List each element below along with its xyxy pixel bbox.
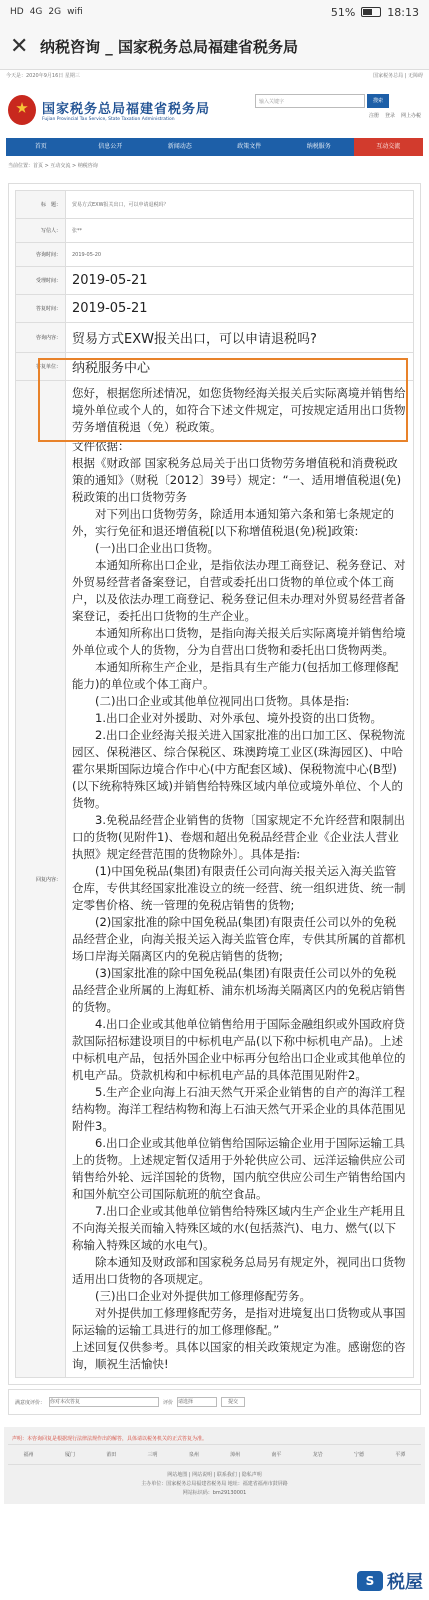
writer-label: 写信人： xyxy=(16,219,66,243)
status-left xyxy=(10,7,83,17)
answer-para: 上述回复仅供参考。具体以国家的相关政策规定为准。感谢您的咨询，顺祝生活愉快! xyxy=(72,1340,406,1371)
accept-time-label: 受理时间： xyxy=(16,267,66,295)
main-nav xyxy=(6,138,423,156)
watermark-text: 税屋 xyxy=(387,1572,423,1593)
login-link[interactable]: 登录 xyxy=(384,113,395,119)
answer-para: 本通知所称出口货物，是指向海关报关后实际离境并销售给境外单位或个人的货物，分为自营出口货物和委托出口货物两类。 xyxy=(72,626,406,657)
city-link[interactable]: 平潭 xyxy=(395,1452,406,1458)
table-row xyxy=(16,191,414,219)
header-links xyxy=(369,112,421,119)
nav-home[interactable]: 首页 xyxy=(34,143,47,150)
brand-cn: 国家税务总局福建省税务局 xyxy=(42,102,211,117)
reply-unit-label: 答复单位： xyxy=(16,353,66,381)
content-label: 咨询内容： xyxy=(16,323,66,353)
answer-para: (2)国家批准的除中国免税品(集团)有限责任公司以外的免税品经营企业，向海关报关运入海关监管仓库，专供其所属的首都机场口岸海关隔离区内的免税店销售的货物; xyxy=(72,915,406,963)
answer-para: 您好，根据您所述情况，如您货物经海关报关后实际离境并销售给境外单位或个人的，如符合下述文件规定，可按规定适用出口货物劳务增值税退（免）税政策。 xyxy=(72,386,406,434)
title-label: 标 题： xyxy=(16,191,66,219)
answer-para: 除本通知及财政部和国家税务总局另有规定外，视同出口货物适用出口货物的各项规定。 xyxy=(72,1255,406,1286)
rating-select[interactable]: 请选择 xyxy=(177,1397,217,1407)
table-row xyxy=(16,219,414,243)
browser-toolbar xyxy=(0,24,429,70)
nav-info[interactable]: 信息公开 xyxy=(98,143,123,150)
site-header xyxy=(4,82,425,138)
answer-para: 本通知所称出口企业，是指依法办理工商登记、税务登记、对外贸易经营者备案登记，自营或委托出口货物的单位或个体工商户，以及依法办理工商登记、税务登记但未办理对外贸易经营者备案登记，委托出口货物的生产企业。 xyxy=(72,558,406,623)
breadcrumb: 当前位置：首页 > 互动交流 > 纳税咨询 xyxy=(8,163,98,169)
search-button[interactable]: 搜索 xyxy=(367,94,389,108)
city-link[interactable]: 泉州 xyxy=(188,1452,199,1458)
answer-para: 6.出口企业或其他单位销售给国际运输企业用于国际运输工具上的货物。上述规定暂仅适用于外轮供应公司、远洋运输供应公司销售给外轮、远洋国轮的货物，国内航空供应公司生产销售给国内和国外航空公司国际航班的航空食品。 xyxy=(72,1136,406,1201)
answer-para: (1)中国免税品(集团)有限责任公司向海关报关运入海关监管仓库，专供其经国家批准设立的统一经营、统一组织进货、统一制定零售价格、统一管理的免税店销售的货物; xyxy=(72,864,406,912)
register-link[interactable]: 注册 xyxy=(368,113,379,119)
answer-para: 5.生产企业向海上石油天然气开采企业销售的自产的海洋工程结构物。海洋工程结构物和海上石油天然气开采企业的具体范围见附件3。 xyxy=(72,1085,406,1133)
battery-percent: 51% xyxy=(330,5,356,19)
table-row xyxy=(16,243,414,267)
answer-content xyxy=(66,381,414,1378)
hd-icon: HD xyxy=(10,7,24,17)
footer-line: 主办单位：国家税务总局福建省税务局 地址：福建省福州市鼓屏路 xyxy=(141,1481,288,1487)
consult-time-value: 2019-05-20 xyxy=(66,243,414,267)
answer-para: 对外提供加工修理修配劳务，是指对进境复出口货物或从事国际运输的运输工具进行的加工修理修配。” xyxy=(72,1306,406,1337)
consult-time-label: 咨询时间： xyxy=(16,243,66,267)
city-links xyxy=(8,1444,421,1465)
nav-news[interactable]: 新闻动态 xyxy=(167,143,192,150)
answer-para: 本通知所称生产企业，是指具有生产能力(包括加工修理修配能力)的单位或个体工商户。 xyxy=(72,660,399,691)
close-icon[interactable]: ✕ xyxy=(10,34,29,59)
city-link[interactable]: 龙岩 xyxy=(312,1452,323,1458)
top-line xyxy=(4,70,425,82)
answer-para: 根据《财政部 国家税务总局关于出口货物劳务增值税和消费税政策的通知》（财税〔2012〕39号）规定：“一、适用增值税退(免)税政策的出口货物劳务 xyxy=(72,456,402,504)
signal-2g-icon: 2G xyxy=(48,7,62,17)
reply-unit-value: 纳税服务中心 xyxy=(66,353,414,381)
emblem-icon xyxy=(8,95,36,125)
nav-service[interactable]: 纳税服务 xyxy=(306,143,331,150)
answer-para: (3)国家批准的除中国免税品(集团)有限责任公司以外的免税品经营企业所属的上海虹桥、浦东机场海关隔离区内的免税店销售的货物。 xyxy=(72,966,406,1014)
footer xyxy=(4,1427,425,1504)
wifi-icon: wifi xyxy=(67,7,83,17)
online-tax-link[interactable]: 网上办税 xyxy=(400,113,421,119)
city-link[interactable]: 漳州 xyxy=(230,1452,241,1458)
city-link[interactable]: 宁德 xyxy=(354,1452,365,1458)
nav-interaction[interactable]: 互动交流 xyxy=(354,138,424,156)
rating-eval-label: 评价 xyxy=(163,1399,174,1406)
rating-input[interactable]: 你对本次答复 xyxy=(49,1397,159,1407)
answer-para: 对下列出口货物劳务，除适用本通知第六条和第七条规定的外，实行免征和退还增值税[以下称增值税退(免)税]政策: xyxy=(72,507,394,538)
title-value: 贸易方式EXW报关出口，可以申请退税吗？ xyxy=(66,191,414,219)
browser-title: 纳税咨询 _ 国家税务总局福建省税务局 xyxy=(40,38,298,56)
clock: 18:13 xyxy=(387,5,419,19)
date-text: 今天是：2020年9月16日 星期三 xyxy=(6,73,80,79)
website xyxy=(0,70,429,1504)
city-link[interactable]: 南平 xyxy=(271,1452,282,1458)
answer-para: (一)出口企业出口货物。 xyxy=(72,541,219,555)
rating-bar xyxy=(8,1389,421,1415)
answer-para: 7.出口企业或其他单位销售给特殊区域内生产企业生产耗用且不向海关报关而输入特殊区域的水(包括蒸汽)、电力、燃气(以下称输入特殊区域的水电气)。 xyxy=(72,1204,405,1252)
answer-para: 文件依据： xyxy=(72,439,130,453)
brand-en: Fujian Provincial Tax Service, State Taxation Administration xyxy=(42,117,175,122)
city-link[interactable]: 莆田 xyxy=(106,1452,117,1458)
answer-para: 4.出口企业或其他单位销售给用于国际金融组织或外国政府贷款国际招标建设项目的中标机电产品(以下称中标机电产品)。上述中标机电产品，包括外国企业中标再分包给出口企业或其他单位的机电产品。贷款机构和中标机电产品的具体范围见附件2。 xyxy=(72,1017,406,1082)
answer-para: 3.免税品经营企业销售的货物〔国家规定不允许经营和限制出口的货物(见附件1)、卷烟和超出免税品经营企业《企业法人营业执照》规定经营范围的货物除外〕。具体是指: xyxy=(72,813,405,861)
rating-label: 满意度评价： xyxy=(15,1399,46,1406)
watermark-logo xyxy=(357,1568,423,1594)
content-value: 贸易方式EXW报关出口，可以申请退税吗? xyxy=(66,323,414,353)
highlight-box xyxy=(38,358,408,442)
nav-policy[interactable]: 政策文件 xyxy=(237,143,262,150)
city-link[interactable]: 厦门 xyxy=(64,1452,75,1458)
writer-value: 张** xyxy=(66,219,414,243)
answer-para: 1.出口企业对外援助、对外承包、境外投资的出口货物。 xyxy=(72,711,382,725)
table-row xyxy=(16,381,414,1378)
answer-label: 回复内容： xyxy=(16,381,66,1378)
rating-submit-button[interactable]: 提交 xyxy=(221,1397,245,1407)
status-bar xyxy=(0,0,429,24)
answer-para: (二)出口企业或其他单位视同出口货物。具体是指: xyxy=(72,694,350,708)
table-row xyxy=(16,295,414,323)
answer-para: (三)出口企业对外提供加工修理修配劳务。 xyxy=(72,1289,311,1303)
search-input[interactable]: 输入关键字 xyxy=(255,94,365,108)
table-row xyxy=(16,267,414,295)
city-link[interactable]: 福州 xyxy=(23,1452,34,1458)
top-links[interactable]: 国家税务总局 | 无障碍 xyxy=(373,73,423,79)
s-logo-icon: S xyxy=(357,1571,383,1591)
footer-line: 网站标识码：bm29130001 xyxy=(182,1490,247,1496)
reply-time-value: 2019-05-21 xyxy=(66,295,414,323)
battery-icon xyxy=(361,7,381,17)
status-right xyxy=(331,6,419,19)
signal-4g-icon: 4G xyxy=(29,7,43,17)
brand xyxy=(42,98,210,122)
copyright xyxy=(8,1465,421,1498)
city-link[interactable]: 三明 xyxy=(147,1452,158,1458)
reply-time-label: 答复时间： xyxy=(16,295,66,323)
table-row xyxy=(16,323,414,353)
footer-line[interactable]: 网站地图 | 网站说明 | 联系我们 | 隐私声明 xyxy=(167,1472,262,1478)
answer-para: 2.出口企业经海关报关进入国家批准的出口加工区、保税物流园区、保税港区、综合保税区、珠澳跨境工业区(珠海园区)、中哈霍尔果斯国际边境合作中心(中方配套区域)、保税物流中心(B型)(以下统称特殊区域)并销售给特殊区域内单位或境外单位、个人的货物。 xyxy=(72,728,405,810)
footer-note: 声明：本咨询回复是根据现行法律法规作出的解答，具体请以税务机关的正式答复为准。 xyxy=(12,1436,208,1442)
accept-time-value: 2019-05-21 xyxy=(66,267,414,295)
